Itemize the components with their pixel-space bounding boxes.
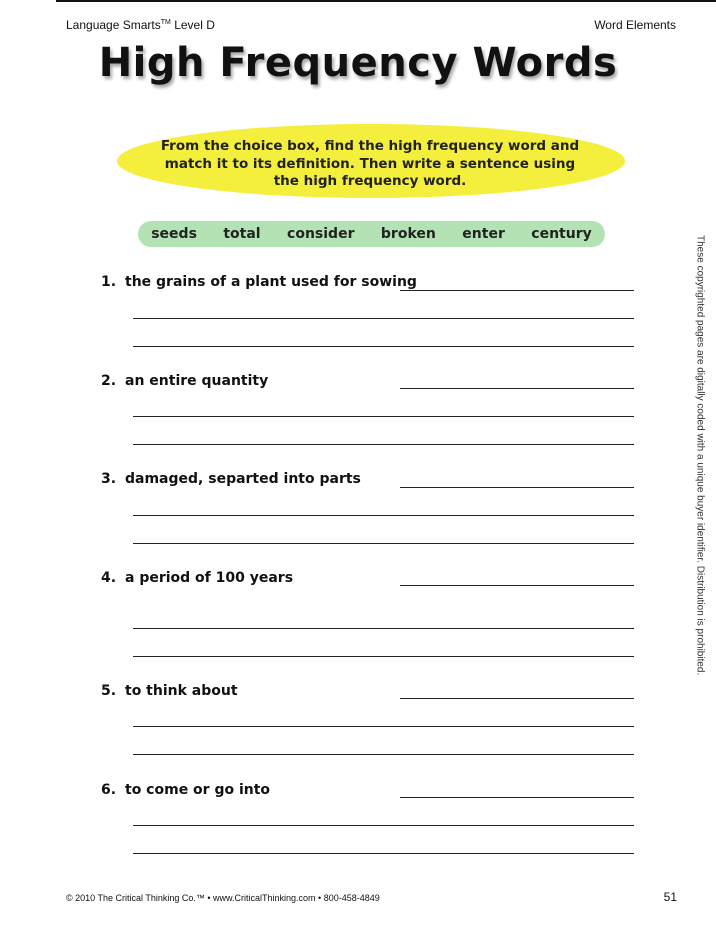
- sentence-line[interactable]: [133, 416, 634, 417]
- sentence-line[interactable]: [133, 726, 634, 727]
- series-name: Language Smarts: [66, 18, 161, 32]
- sentence-line[interactable]: [133, 318, 634, 319]
- sentence-line[interactable]: [133, 853, 634, 854]
- question-number: 6.: [101, 782, 117, 798]
- choice-word: broken: [380, 226, 436, 242]
- sentence-line[interactable]: [133, 346, 634, 347]
- question-number: 1.: [101, 274, 117, 290]
- choice-word: enter: [462, 226, 505, 242]
- top-rule: [56, 0, 716, 2]
- question-definition: to think about: [125, 683, 238, 699]
- sentence-line[interactable]: [133, 656, 634, 657]
- choice-word: seeds: [151, 226, 197, 242]
- question-number: 3.: [101, 471, 117, 487]
- answer-word-line[interactable]: [400, 290, 634, 291]
- question-definition: a period of 100 years: [125, 570, 294, 586]
- page-number: 51: [663, 890, 677, 904]
- answer-word-line[interactable]: [400, 698, 634, 699]
- choice-box: [138, 221, 605, 247]
- series-level: Level D: [174, 18, 215, 32]
- question-definition: the grains of a plant used for sowing: [125, 274, 417, 290]
- trademark: TM: [160, 19, 171, 26]
- sentence-line[interactable]: [133, 515, 634, 516]
- header-topic: Word Elements: [594, 18, 676, 32]
- answer-word-line[interactable]: [400, 797, 634, 798]
- choice-word: total: [223, 226, 261, 242]
- answer-word-line[interactable]: [400, 585, 634, 586]
- sentence-line[interactable]: [133, 444, 634, 445]
- sentence-line[interactable]: [133, 754, 634, 755]
- footer-copyright: © 2010 The Critical Thinking Co.™ • www.CriticalThinking.com • 800-458-4849: [66, 893, 380, 903]
- question-number: 5.: [101, 683, 117, 699]
- page-title: High Frequency Words: [98, 40, 618, 86]
- copyright-side-note: These copyrighted pages are digitally coded with a unique buyer identifier. Distribution is prohibited.: [694, 235, 706, 676]
- header-series: [66, 18, 215, 32]
- instructions-text: From the choice box, find the high frequency word and match it to its definition. Then write a sentence using the high frequency word.: [160, 138, 580, 189]
- sentence-line[interactable]: [133, 543, 634, 544]
- sentence-line[interactable]: [133, 628, 634, 629]
- question-number: 4.: [101, 570, 117, 586]
- question-definition: an entire quantity: [125, 373, 269, 389]
- choice-word: consider: [287, 226, 355, 242]
- sentence-line[interactable]: [133, 825, 634, 826]
- question-definition: to come or go into: [125, 782, 271, 798]
- answer-word-line[interactable]: [400, 388, 634, 389]
- question-number: 2.: [101, 373, 117, 389]
- question-definition: damaged, separted into parts: [125, 471, 361, 487]
- choice-word: century: [531, 226, 592, 242]
- answer-word-line[interactable]: [400, 487, 634, 488]
